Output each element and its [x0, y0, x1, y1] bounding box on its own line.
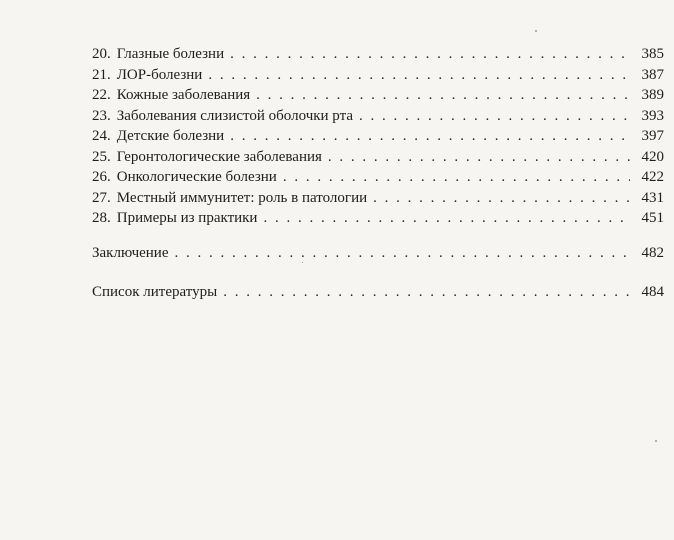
- dot-leader: [202, 65, 630, 86]
- toc-entry-number: 23.: [92, 107, 111, 124]
- dot-leader: [224, 44, 630, 65]
- toc-entry-number: 27.: [92, 189, 111, 206]
- toc-entry-title: Список литературы: [92, 284, 218, 300]
- toc-entry-page: 431: [641, 189, 664, 206]
- dot-leader: [250, 85, 630, 106]
- dot-leader: [277, 167, 630, 188]
- toc-entry-title: Онкологические болезни: [116, 169, 277, 185]
- table-of-contents: [92, 44, 664, 303]
- toc-entry-title: Детские болезни: [116, 128, 225, 144]
- toc-entry-references: [92, 282, 664, 303]
- toc-entry-number: 24.: [92, 128, 111, 144]
- toc-entry-page: 482: [641, 244, 664, 261]
- toc-entry-page: 422: [641, 169, 664, 185]
- toc-entry-page: 387: [641, 66, 664, 83]
- toc-entry-title: ЛОР-болезни: [116, 66, 203, 83]
- dot-leader: [224, 126, 630, 147]
- dot-leader: [169, 243, 631, 264]
- toc-entry-title: Местный иммунитет: роль в патологии: [116, 189, 368, 206]
- toc-entry-24: [92, 126, 664, 147]
- toc-entry-page: 393: [641, 107, 664, 124]
- toc-entry-page: 389: [641, 87, 664, 103]
- toc-entry-page: 397: [641, 128, 664, 144]
- dot-leader: [322, 147, 630, 168]
- toc-entry-title: Примеры из практики: [116, 210, 258, 226]
- toc-entry-number: 21.: [92, 66, 111, 83]
- toc-entry-number: 20.: [92, 46, 111, 62]
- toc-entry-20: [92, 44, 664, 65]
- toc-entry-title: Заболевания слизистой оболочки рта: [116, 107, 353, 124]
- toc-entry-title: Кожные заболевания: [116, 87, 251, 103]
- toc-entry-conclusion: [92, 243, 664, 264]
- toc-entry-22: [92, 85, 664, 106]
- toc-entry-number: 22.: [92, 87, 111, 103]
- toc-entry-page: 484: [641, 284, 664, 300]
- toc-entry-27: [92, 188, 664, 209]
- dot-leader: [217, 282, 630, 303]
- paper-speck: [535, 30, 537, 32]
- toc-entry-title: Глазные болезни: [116, 46, 225, 62]
- paper-speck: [302, 262, 303, 263]
- toc-entry-page: 451: [641, 210, 664, 226]
- toc-entry-title: Заключение: [92, 244, 169, 261]
- toc-entry-23: [92, 106, 664, 127]
- dot-leader: [367, 188, 630, 209]
- toc-entry-25: [92, 147, 664, 168]
- toc-entry-number: 28.: [92, 210, 111, 226]
- toc-entry-page: 385: [641, 46, 664, 62]
- toc-entry-number: 26.: [92, 169, 111, 185]
- toc-entry-21: [92, 65, 664, 86]
- toc-entry-28: [92, 208, 664, 229]
- dot-leader: [257, 208, 630, 229]
- paper-speck: [655, 440, 657, 442]
- toc-entry-number: 25.: [92, 148, 111, 165]
- toc-entry-title: Геронтологические заболевания: [116, 148, 322, 165]
- toc-entry-page: 420: [641, 148, 664, 165]
- toc-entry-26: [92, 167, 664, 188]
- dot-leader: [353, 106, 630, 127]
